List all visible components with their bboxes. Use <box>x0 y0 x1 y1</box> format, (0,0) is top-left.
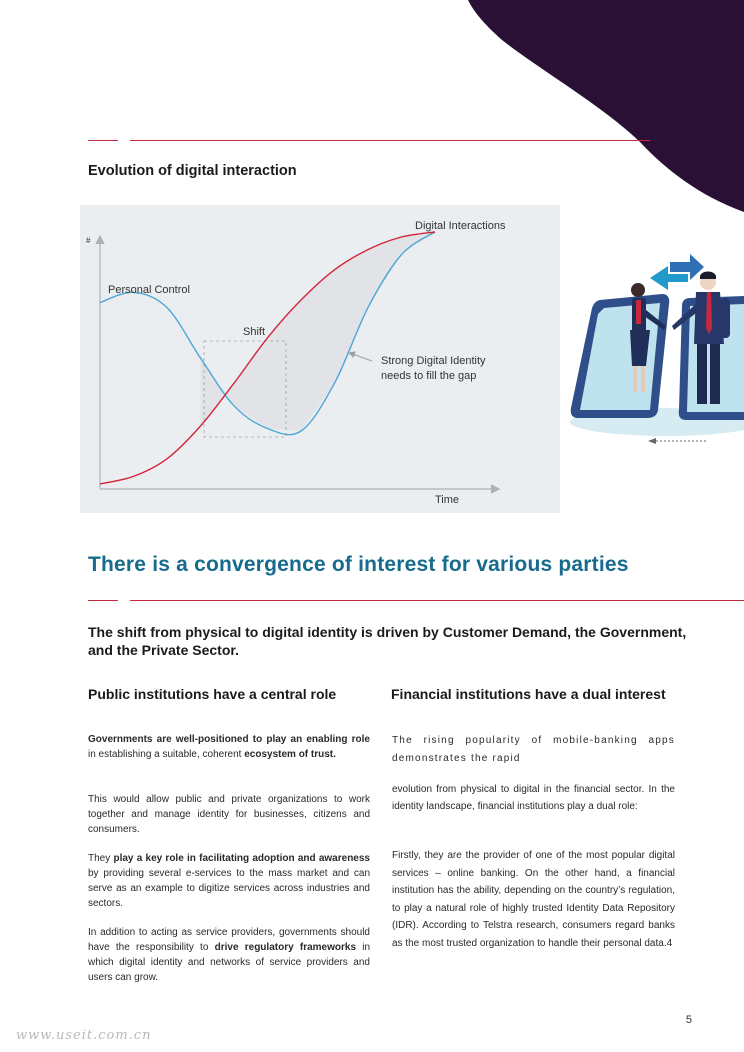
motion-arrow-head <box>648 438 656 444</box>
left-paragraph-4 <box>88 925 370 985</box>
x-axis-label: Time <box>435 494 460 506</box>
gap-pointer-arrow <box>350 353 372 361</box>
page-number: 5 <box>685 1014 692 1026</box>
watermark: www.useit.com.cn <box>16 1028 152 1043</box>
left-column-title: Public institutions have a central role <box>88 686 337 702</box>
divider-long <box>130 140 650 141</box>
lead-text: The shift from physical to digital identity is driven by Customer Demand, the Government, and the Private Sector. <box>88 624 687 658</box>
right-paragraph-1: The rising popularity of mobile-banking apps demonstrates the rapid <box>392 735 675 764</box>
right-paragraph-2: evolution from physical to digital in the financial sector. In the identity landscape, financial institutions play a dual role: <box>392 784 675 812</box>
evolution-chart <box>80 205 560 513</box>
left-p4-text-1: In addition to acting as service providers, governments should have the responsibility to <box>88 927 370 953</box>
chart-svg <box>80 205 560 513</box>
left-p4-text-2: in which digital identity and networks of service providers and users can grow. <box>88 942 371 983</box>
left-p3-bold-1: play a key role in facilitating adoption and awareness <box>113 853 370 864</box>
left-p3-text-2: by providing several e-services to the mass market and can serve as an example to digitize services across industries and sectors. <box>88 868 370 909</box>
annotation-gap-line2: needs to fill the gap <box>381 370 477 382</box>
divider-short <box>88 140 118 141</box>
annotation-digital-interactions: Digital Interactions <box>415 220 506 232</box>
left-p1-text-1: in establishing a suitable, coherent <box>88 749 245 760</box>
section-heading: Evolution of digital interaction <box>88 163 297 179</box>
left-paragraph-2: This would allow public and private organizations to work together and manage identity for businesses, citizens and consumers. <box>88 794 370 835</box>
left-p4-bold-1: drive regulatory frameworks <box>214 942 357 953</box>
divider-short-2 <box>88 600 118 601</box>
left-paragraph-1 <box>88 732 370 762</box>
annotation-shift: Shift <box>243 326 266 338</box>
left-p1-bold-2: ecosystem of trust. <box>244 749 336 760</box>
right-column-title: Financial institutions have a dual interest <box>391 686 666 702</box>
handshake-phones-illustration <box>566 248 744 448</box>
divider-long-2 <box>130 600 744 601</box>
left-p3-text-1: They <box>88 853 114 864</box>
left-paragraph-3 <box>88 851 370 911</box>
y-axis-label: # <box>86 236 91 245</box>
right-paragraph-3: Firstly, they are the provider of one of the most popular digital services – online banking. On the other hand, a financial institution has the ability, depending on the country’s regulation, to play a natural role of highly trusted Identity Data Repository (IDR). According to Telstra research, consumers regard banks as the most trusted organization to handle their personal data.4 <box>392 850 675 949</box>
gap-area <box>201 232 436 431</box>
annotation-personal-control: Personal Control <box>108 284 190 296</box>
annotation-gap-line1: Strong Digital Identity <box>381 355 486 367</box>
left-p1-bold-1: Governments are well-positioned to play an enabling role <box>88 734 370 745</box>
headline: There is a convergence of interest for various parties <box>88 553 629 576</box>
